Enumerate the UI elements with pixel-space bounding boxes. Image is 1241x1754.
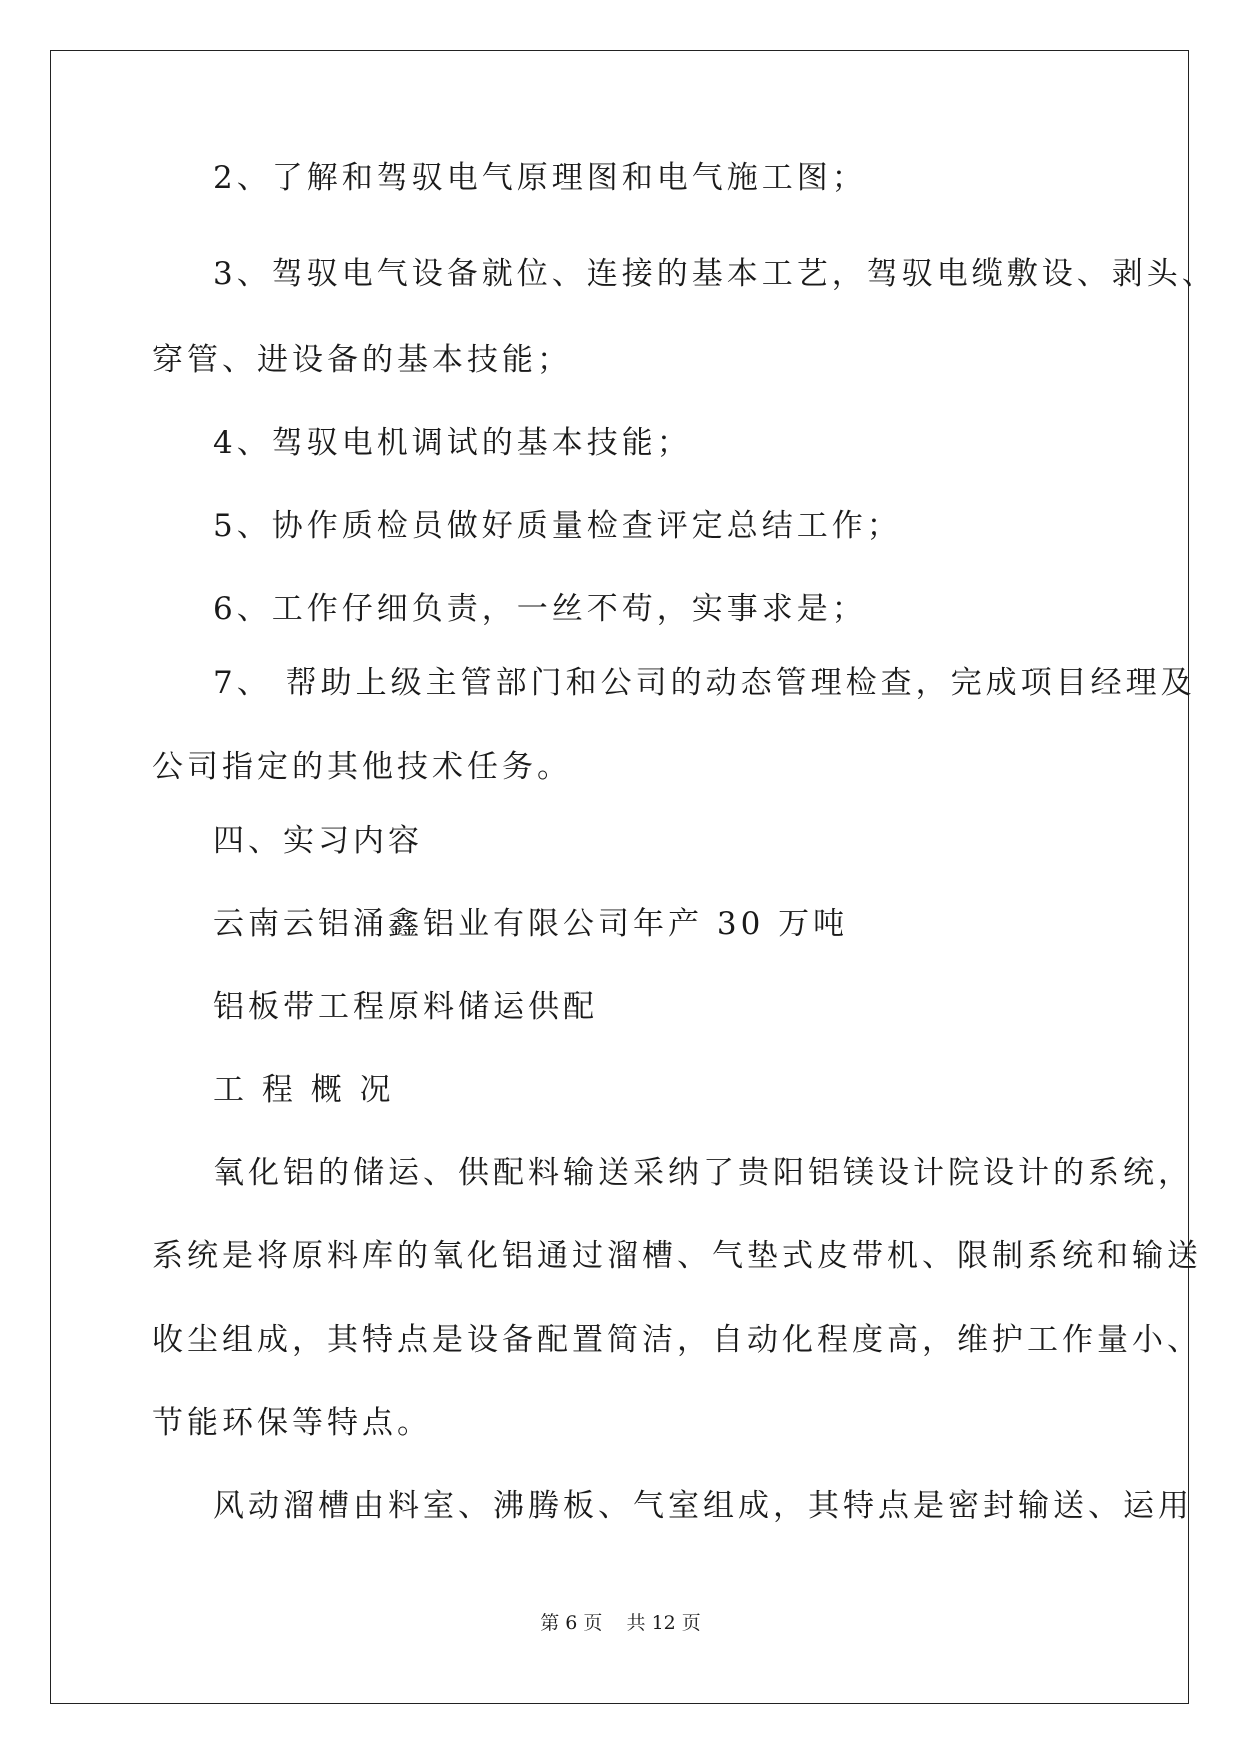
paragraph-line-2: 3、驾驭电气设备就位、连接的基本工艺，驾驭电缆敷设、剥头、 xyxy=(213,256,1217,292)
paragraph-line-10: 云南云铝涌鑫铝业有限公司年产 30 万吨 xyxy=(213,906,849,942)
paragraph-line-7: 7、 帮助上级主管部门和公司的动态管理检查，完成项目经理及 xyxy=(213,665,1196,701)
page-number-footer: 第 6 页 共 12 页 xyxy=(540,1612,701,1634)
paragraph-line-5: 5、协作质检员做好质量检查评定总结工作； xyxy=(213,508,902,544)
paragraph-line-4: 4、驾驭电机调试的基本技能； xyxy=(213,425,692,461)
paragraph-line-8: 公司指定的其他技术任务。 xyxy=(152,749,572,785)
paragraph-line-1: 2、了解和驾驭电气原理图和电气施工图； xyxy=(213,160,867,196)
paragraph-line-3: 穿管、进设备的基本技能； xyxy=(152,342,572,378)
paragraph-line-15: 收尘组成，其特点是设备配置简洁，自动化程度高，维护工作量小、 xyxy=(152,1322,1202,1358)
paragraph-line-16: 节能环保等特点。 xyxy=(152,1405,432,1441)
subheading: 工 程 概 况 xyxy=(213,1072,395,1108)
paragraph-line-13: 氧化铝的储运、供配料输送采纳了贵阳铝镁设计院设计的系统， xyxy=(213,1155,1193,1191)
paragraph-line-17: 风动溜槽由料室、沸腾板、气室组成，其特点是密封输送、运用 xyxy=(213,1488,1193,1524)
paragraph-line-6: 6、工作仔细负责，一丝不苟，实事求是； xyxy=(213,591,867,627)
paragraph-line-11: 铝板带工程原料储运供配 xyxy=(213,989,598,1025)
section-heading: 四、实习内容 xyxy=(213,823,423,859)
page-frame xyxy=(50,50,1189,1704)
paragraph-line-14: 系统是将原料库的氧化铝通过溜槽、气垫式皮带机、限制系统和输送 xyxy=(152,1238,1202,1274)
